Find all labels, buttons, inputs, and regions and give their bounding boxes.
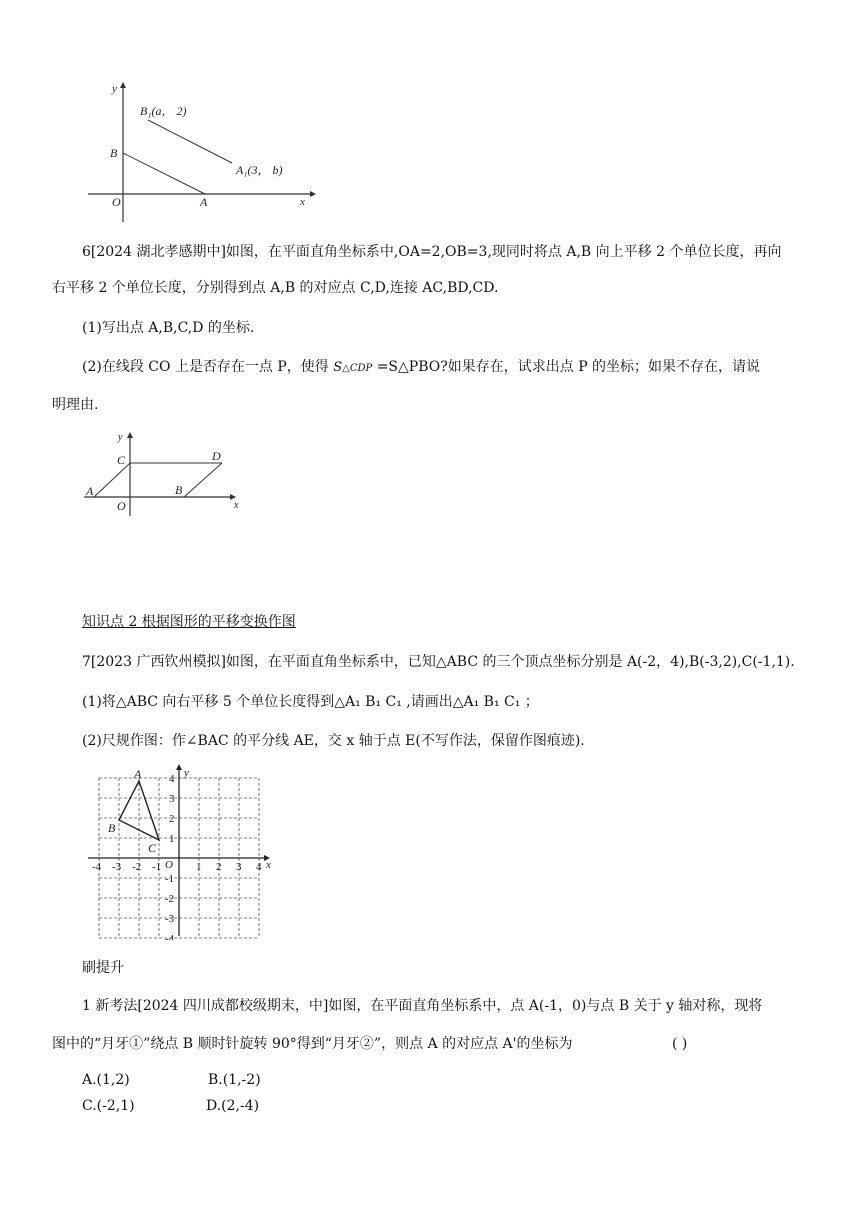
- fig3-x-tick-label: -1: [152, 861, 162, 873]
- q6-line-2: 右平移 2 个单位长度，分别得到点 A,B 的对应点 C,D,连接 AC,BD,CD.: [52, 280, 499, 296]
- fig3-x-tick-label: 3: [236, 861, 242, 873]
- fig3-x-tick-label: 2: [216, 861, 222, 873]
- figure-3-grid-diagram: [86, 764, 276, 940]
- fig3-y-tick-label: 4: [169, 773, 175, 785]
- fig3-x-tick-label: -2: [132, 861, 142, 873]
- fig1-point-b: B: [110, 146, 118, 160]
- fig3-point-c: C: [148, 841, 157, 855]
- fig3-point-b: B: [108, 821, 116, 835]
- q6-formula-sub: △CDP: [342, 363, 373, 374]
- q6-part-2-a: (2)在线段 CO 上是否存在一点 P，使得: [82, 359, 329, 375]
- fig1-point-a: A: [200, 195, 208, 209]
- q7-line-1: 7[2023 广西钦州模拟]如图，在平面直角坐标系中，已知△ABC 的三个顶点坐标分别是 A(-2，4),B(-3,2),C(-1,1).: [82, 654, 795, 670]
- fig3-y-tick-label: -3: [165, 913, 175, 925]
- q1-option-b: B.(1,-2): [208, 1072, 261, 1088]
- q1-answer-blank: ( ): [672, 1036, 688, 1052]
- q1-line-2-text: 图中的“月牙①”绕点 B 顺时针旋转 90°得到“月牙②”，则点 A 的对应点 A'的坐标为: [52, 1036, 573, 1052]
- q6-part-2: [82, 357, 812, 379]
- q6-part-1: (1)写出点 A,B,C,D 的坐标.: [82, 320, 255, 336]
- section-heading-improve: 刷提升: [82, 960, 124, 976]
- q7-part-2: (2)尺规作图：作∠BAC 的平分线 AE，交 x 轴于点 E(不写作法，保留作图痕迹).: [82, 733, 585, 749]
- fig2-point-c: C: [117, 453, 126, 467]
- q6-part-2-c: 明理由.: [52, 397, 99, 413]
- fig3-x-tick-label: -3: [112, 861, 122, 873]
- fig3-axis-y: y: [184, 767, 189, 779]
- fig3-y-tick-label: -2: [165, 893, 175, 905]
- q6-line-1: 6[2024 湖北孝感期中]如图，在平面直角坐标系中,OA=2,OB=3,现同时将点 A,B 向上平移 2 个单位长度，再向: [82, 244, 782, 260]
- q6-area-formula: [333, 360, 372, 375]
- fig3-x-tick-label: 4: [256, 861, 262, 873]
- fig2-point-a: A: [86, 484, 94, 498]
- fig1-axis-y: y: [112, 83, 117, 95]
- q1-option-c: C.(-2,1): [82, 1098, 135, 1114]
- fig3-axis-x: x: [266, 859, 271, 871]
- figure-1-coordinate-diagram: [88, 78, 318, 224]
- fig3-point-a: A: [134, 767, 142, 781]
- fig1-axis-x: x: [300, 196, 305, 208]
- fig3-y-tick-label: 2: [169, 813, 175, 825]
- fig2-axis-y: y: [118, 432, 123, 443]
- fig3-y-tick-label: 3: [169, 793, 175, 805]
- q7-part-1: (1)将△ABC 向右平移 5 个单位长度得到△A₁ B₁ C₁ ,请画出△A₁ B₁ C₁ ；: [82, 694, 539, 710]
- fig3-y-tick-label: -4: [165, 933, 175, 940]
- fig1-origin: O: [112, 195, 121, 209]
- q1-line-1: 1 新考法[2024 四川成都校级期末，中]如图，在平面直角坐标系中，点 A(-1，0)与点 B 关于 y 轴对称，现将: [82, 998, 763, 1014]
- figure-2-parallelogram-diagram: [84, 428, 244, 518]
- section-heading-knowledge-2: 知识点 2 根据图形的平移变换作图: [82, 614, 296, 630]
- fig3-x-tick-label: 1: [196, 861, 202, 873]
- fig3-y-tick-label: -1: [165, 873, 175, 885]
- fig1-point-a1: A₁(3， b): [236, 163, 283, 177]
- q1-line-2: [52, 1034, 782, 1054]
- fig3-y-tick-label: 1: [169, 833, 175, 845]
- fig2-point-d: D: [212, 449, 221, 463]
- q1-option-d: D.(2,-4): [206, 1098, 260, 1114]
- fig3-origin: O: [165, 859, 173, 871]
- fig2-origin: O: [117, 499, 126, 513]
- fig2-axis-x: x: [234, 500, 239, 511]
- q6-formula-s: S: [333, 360, 343, 375]
- fig1-point-b1: B₁(a， 2): [140, 104, 187, 118]
- fig3-x-tick-label: -4: [92, 861, 102, 873]
- q1-option-a: A.(1,2): [82, 1072, 130, 1088]
- fig2-point-b: B: [175, 483, 183, 497]
- q6-part-2-b: =S△PBO?如果存在，试求出点 P 的坐标；如果不存在，请说: [376, 359, 761, 375]
